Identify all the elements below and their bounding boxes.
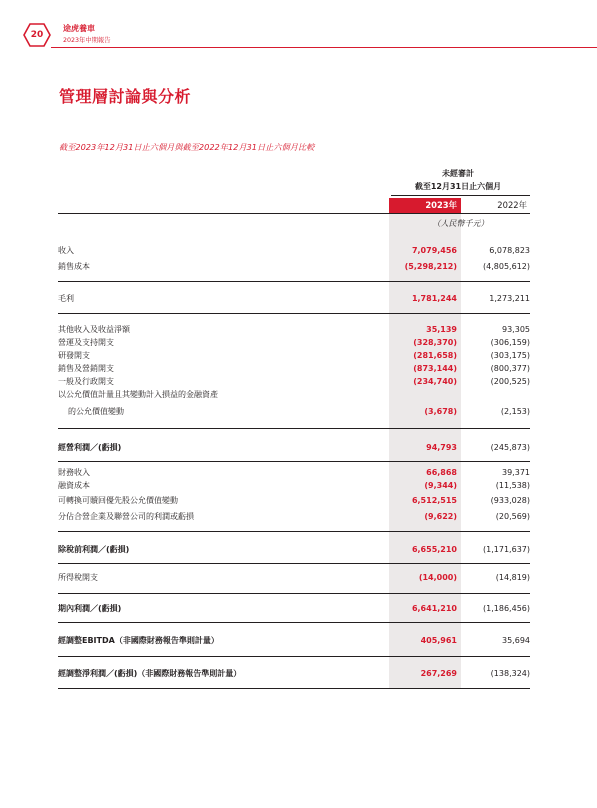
- value-2023: 94,793: [426, 443, 457, 452]
- row-label: 研發開支: [58, 351, 90, 360]
- value-2023: 6,655,210: [411, 545, 457, 554]
- column-header-rule: [391, 195, 530, 196]
- header-rule: [51, 47, 597, 48]
- row-label: 所得稅開支: [58, 573, 98, 582]
- value-2022: 93,305: [502, 325, 530, 334]
- table-row: [58, 510, 530, 523]
- table-row: [58, 323, 530, 336]
- value-2023: 6,512,515: [411, 496, 457, 505]
- value-2022: (1,186,456): [483, 604, 530, 613]
- table-row: [58, 388, 530, 401]
- value-2023: (9,344): [424, 481, 457, 490]
- table-row: [58, 292, 530, 305]
- row-rule: [58, 531, 530, 532]
- value-2022: 35,694: [502, 636, 530, 645]
- column-year-prev: 2022年: [497, 200, 527, 210]
- table-row: [58, 405, 530, 418]
- page-number-badge: [23, 23, 51, 47]
- value-2023: (281,658): [413, 351, 457, 360]
- table-row: [58, 349, 530, 362]
- page-number: 20: [30, 30, 44, 40]
- value-2022: (138,324): [490, 669, 530, 678]
- table-row: [58, 260, 530, 273]
- unit-label: （人民幣千元）: [432, 219, 489, 228]
- row-rule: [58, 313, 530, 314]
- row-label: 財務收入: [58, 468, 90, 477]
- value-2022: 1,273,211: [489, 294, 530, 303]
- row-label: 銷售及營銷開支: [58, 364, 114, 373]
- table-row: [58, 362, 530, 375]
- value-2022: (303,175): [490, 351, 530, 360]
- value-2022: (800,377): [490, 364, 530, 373]
- value-2022: 39,371: [502, 468, 530, 477]
- value-2022: 6,078,823: [489, 246, 530, 255]
- value-2022: (11,538): [495, 481, 530, 490]
- brand-name: 途虎養車: [63, 24, 95, 33]
- row-label: 的公允價值變動: [68, 407, 124, 416]
- value-2022: (2,153): [500, 407, 530, 416]
- column-header-period: 截至12月31日止六個月: [414, 182, 502, 191]
- table-row: [58, 543, 530, 556]
- row-label: 期內利潤／(虧損): [58, 604, 122, 613]
- value-2023: (234,740): [413, 377, 457, 386]
- value-2022: (200,525): [490, 377, 530, 386]
- value-2023: (3,678): [424, 407, 457, 416]
- value-2022: (245,873): [490, 443, 530, 452]
- row-label: 收入: [58, 246, 74, 255]
- row-label: 經營利潤／(虧損): [58, 443, 122, 452]
- row-rule: [58, 656, 530, 657]
- table-row: [58, 441, 530, 454]
- value-2022: (1,171,637): [483, 545, 530, 554]
- row-label: 可轉換可贖回優先股公允價值變動: [58, 496, 178, 505]
- table-bottom-rule: [58, 688, 530, 689]
- row-label: 除稅前利潤／(虧損): [58, 545, 130, 554]
- value-2023: (5,298,212): [404, 262, 457, 271]
- row-label: 分佔合營企業及聯營公司的利潤或虧損: [58, 512, 194, 521]
- row-label: 經調整淨利潤／(虧損)（非國際財務報告準則計量）: [58, 669, 242, 678]
- row-rule: [58, 593, 530, 594]
- page-header: [0, 0, 597, 70]
- row-label: 營運及支持開支: [58, 338, 114, 347]
- value-2023: 66,868: [426, 468, 457, 477]
- value-2023: (14,000): [418, 573, 457, 582]
- value-2023: 405,961: [420, 636, 457, 645]
- table-row: [58, 336, 530, 349]
- value-2023: (328,370): [413, 338, 457, 347]
- table-row: [58, 667, 530, 680]
- table-top-rule: [58, 213, 530, 214]
- column-header-audit: 未經審計: [442, 169, 474, 178]
- row-rule: [58, 461, 530, 462]
- row-rule: [58, 622, 530, 623]
- row-label: 毛利: [58, 294, 74, 303]
- row-label: 經調整EBITDA（非國際財務報告準則計量）: [58, 636, 219, 645]
- value-2022: (20,569): [495, 512, 530, 521]
- row-rule: [58, 563, 530, 564]
- row-label: 其他收入及收益淨額: [58, 325, 130, 334]
- table-row: [58, 571, 530, 584]
- value-2023: (873,144): [413, 364, 457, 373]
- row-label: 一般及行政開支: [58, 377, 114, 386]
- table-row: [58, 494, 530, 507]
- value-2023: 1,781,244: [411, 294, 457, 303]
- page-title: 管理層討論與分析: [59, 87, 192, 106]
- row-label: 以公允價值計量且其變動計入損益的金融資產: [58, 390, 218, 399]
- value-2023: 6,641,210: [411, 604, 457, 613]
- row-label: 融資成本: [58, 481, 90, 490]
- value-2022: (4,805,612): [483, 262, 530, 271]
- value-2022: (306,159): [490, 338, 530, 347]
- table-row: [58, 375, 530, 388]
- value-2022: (14,819): [495, 573, 530, 582]
- value-2023: 35,139: [426, 325, 457, 334]
- report-name: 2023年中期報告: [63, 37, 111, 44]
- table-row: [58, 634, 530, 647]
- table-row: [58, 479, 530, 492]
- row-rule: [58, 281, 530, 282]
- value-2022: (933,028): [490, 496, 530, 505]
- table-row: [58, 602, 530, 615]
- section-subtitle: 截至2023年12月31日止六個月與截至2022年12月31日止六個月比較: [59, 142, 315, 152]
- value-2023: 267,269: [420, 669, 457, 678]
- value-2023: (9,622): [424, 512, 457, 521]
- column-year-current: 2023年: [389, 198, 461, 213]
- row-label: 銷售成本: [58, 262, 90, 271]
- value-2023: 7,079,456: [411, 246, 457, 255]
- table-row: [58, 244, 530, 257]
- table-row: [58, 466, 530, 479]
- row-rule: [58, 428, 530, 429]
